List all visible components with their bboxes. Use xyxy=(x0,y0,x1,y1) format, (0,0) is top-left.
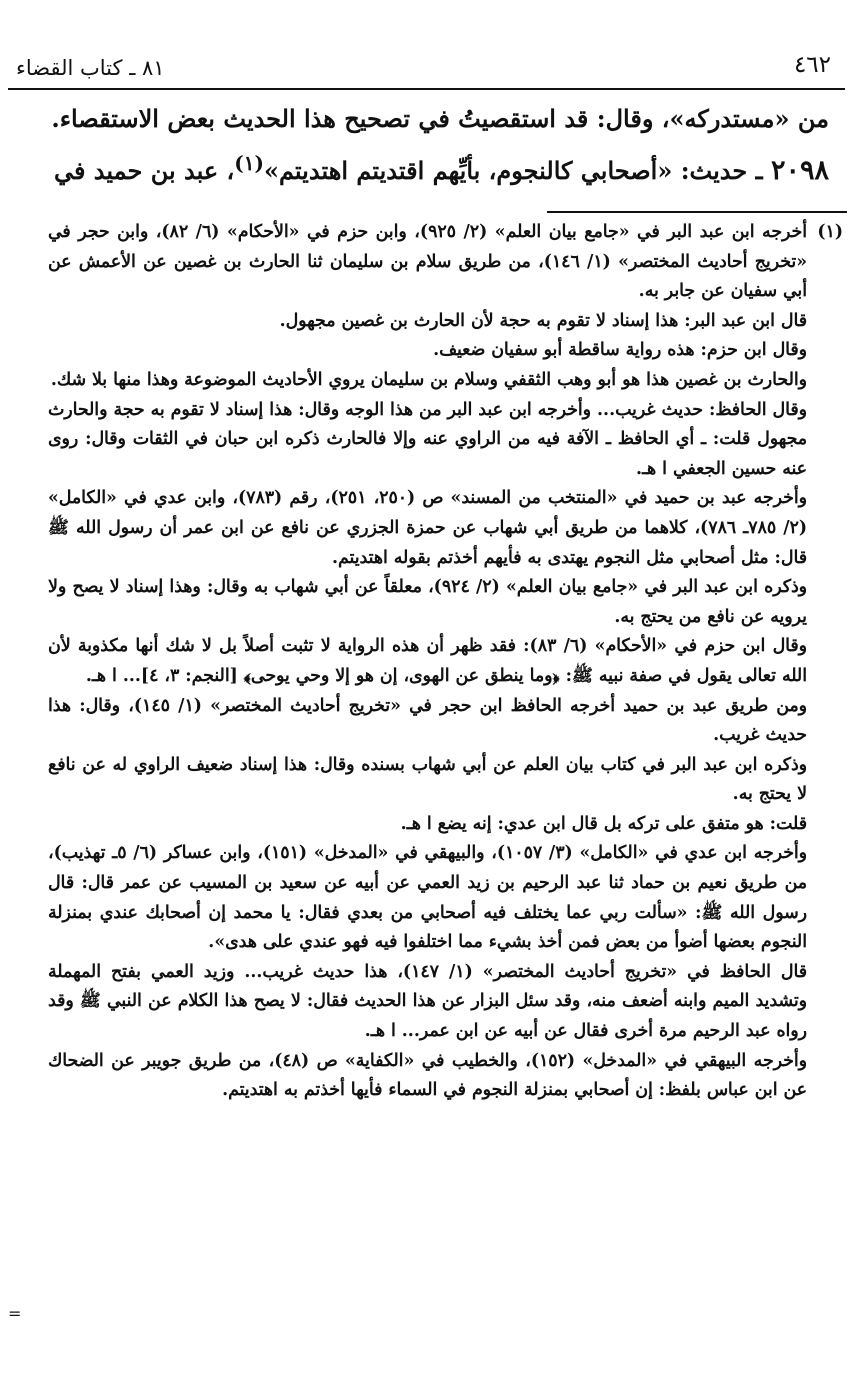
footnote-paragraph: قال ابن عبد البر: هذا إسناد لا تقوم به حجة لأن الحارث بن غصين مجهول. xyxy=(279,310,807,331)
hadith-entry xyxy=(8,141,829,193)
footnotes xyxy=(48,218,843,1106)
footnote-paragraph: وذكره ابن عبد البر في «جامع بيان العلم» (٢/ ٩٢٤)، معلقاً عن أبي شهاب به وقال: وهذا إسناد لا يصح ولا يرويه عن نافع من يحتج به. xyxy=(48,577,808,627)
hadith-number: ٢٠٩٨ xyxy=(770,155,829,186)
footnote-paragraph: والحارث بن غصين هذا هو أبو وهب الثقفي وسلام بن سليمان يروي الأحاديث الموضوعة وهذا منها بلا شك. xyxy=(50,369,807,390)
hadith-text: ـ حديث: «أصحابي كالنجوم، بأيِّهم اقتديتم اهتديتم» xyxy=(263,156,771,185)
footnote-paragraph: وقال الحافظ: حديث غريب... وأخرجه ابن عبد البر من هذا الوجه وقال: هذا إسناد لا تقوم به حجة والحارث مجهول قلت: ـ أي الحافظ ـ الآفة فيه من الراوي عنه وإلا فالحارث ذكره ابن حبان في الثقات وقال: روى عنه حسين الجعفي ا هـ. xyxy=(48,399,807,479)
page-number: ٤٦٢ xyxy=(793,52,831,78)
footnote-separator xyxy=(547,211,847,213)
footnote-paragraph: وقال ابن حزم في «الأحكام» (٦/ ٨٣): فقد ظهر أن هذه الرواية لا تثبت أصلاً بل لا شك أنها مكذوبة لأن الله تعالى يقول في صفة نبيه ﷺ: ﴿وما ينطق عن الهوى، إن هو إلا وحي يوحى﴾ [النجم: ٣، ٤]... ا هـ. xyxy=(48,636,807,686)
footnote-reference: (١) xyxy=(234,151,264,175)
footnote-paragraph: وأخرجه عبد بن حميد في «المنتخب من المسند» ص (٢٥٠، ٢٥١)، رقم (٧٨٣)، وابن عدي في «الكامل» (٢/ ٧٨٥ـ ٧٨٦)، كلاهما من طريق أبي شهاب عن حمزة الجزري عن نافع عن ابن عمر أن رسول الله ﷺ قال: مثل أصحابي مثل النجوم يهتدى به فأيهم أخذتم بقوله اهتديتم. xyxy=(48,488,807,568)
main-line-1: من «مستدركه»، وقال: قد استقصيتُ في تصحيح هذا الحديث بعض الاستقصاء. xyxy=(51,104,829,133)
footnote-paragraph: أخرجه ابن عبد البر في «جامع بيان العلم» (٢/ ٩٢٥)، وابن حزم في «الأحكام» (٦/ ٨٢)، وابن حجر في «تخريج أحاديث المختصر» (١/ ١٤٦)، من طريق سلام بن سليمان ثنا الحارث بن غصين عن الأعمش عن أبي سفيان عن جابر به. xyxy=(48,222,808,302)
footnote-paragraph: وأخرجه ابن عدي في «الكامل» (٣/ ١٠٥٧)، والبيهقي في «المدخل» (١٥١)، وابن عساكر (٦/ ٥ـ تهذيب)، من طريق نعيم بن حماد ثنا عبد الرحيم بن زيد العمي عن أبيه عن سعيد بن المسيب عن عمر قال: قال رسول الله ﷺ: «سألت ربي عما يختلف فيه أصحابي من بعدي فقال: يا محمد إن أصحابك عندي بمنزلة النجوم بعضها أضوأ من بعض فمن أخذ بشيء مما اختلفوا فيه فهو عندي على هدى». xyxy=(48,843,808,953)
footnote-paragraph: ومن طريق عبد بن حميد أخرجه الحافظ ابن حجر في «تخريج أحاديث المختصر» (١/ ١٤٥)، وقال: هذا حديث غريب. xyxy=(48,695,807,746)
footnote-paragraph: قلت: هو متفق على تركه بل قال ابن عدي: إنه يضع ا هـ. xyxy=(400,813,807,834)
main-text xyxy=(8,97,829,193)
footnote-marker: (١) xyxy=(817,222,843,242)
hadith-tail: ، عبد بن حميد في xyxy=(53,156,235,185)
page-header xyxy=(8,48,845,90)
footnote-paragraph: وقال ابن حزم: هذه رواية ساقطة أبو سفيان ضعيف. xyxy=(433,340,807,361)
chapter-title: ٨١ ـ كتاب القضاء xyxy=(16,56,165,80)
end-mark: = xyxy=(8,1304,22,1323)
footnote-paragraph: وذكره ابن عبد البر في كتاب بيان العلم عن أبي شهاب بسنده وقال: هذا إسناد ضعيف الراوي له عن نافع لا يحتج به. xyxy=(48,754,807,805)
footnote-paragraph: قال الحافظ في «تخريج أحاديث المختصر» (١/ ١٤٧)، هذا حديث غريب... وزيد العمي بفتح المهملة وتشديد الميم وابنه أضعف منه، وقد سئل البزار عن هذا الحديث فقال: لا يصح هذا الكلام عن النبي ﷺ وقد رواه عبد الرحيم مرة أخرى فقال عن أبيه عن ابن عمر... ا هـ. xyxy=(48,961,808,1042)
footnote-paragraph: وأخرجه البيهقي في «المدخل» (١٥٢)، والخطيب في «الكفاية» ص (٤٨)، من طريق جويبر عن الضحاك عن ابن عباس بلفظ: إن أصحابي بمنزلة النجوم في السماء فأيها أخذتم به اهتديتم. xyxy=(48,1050,807,1101)
